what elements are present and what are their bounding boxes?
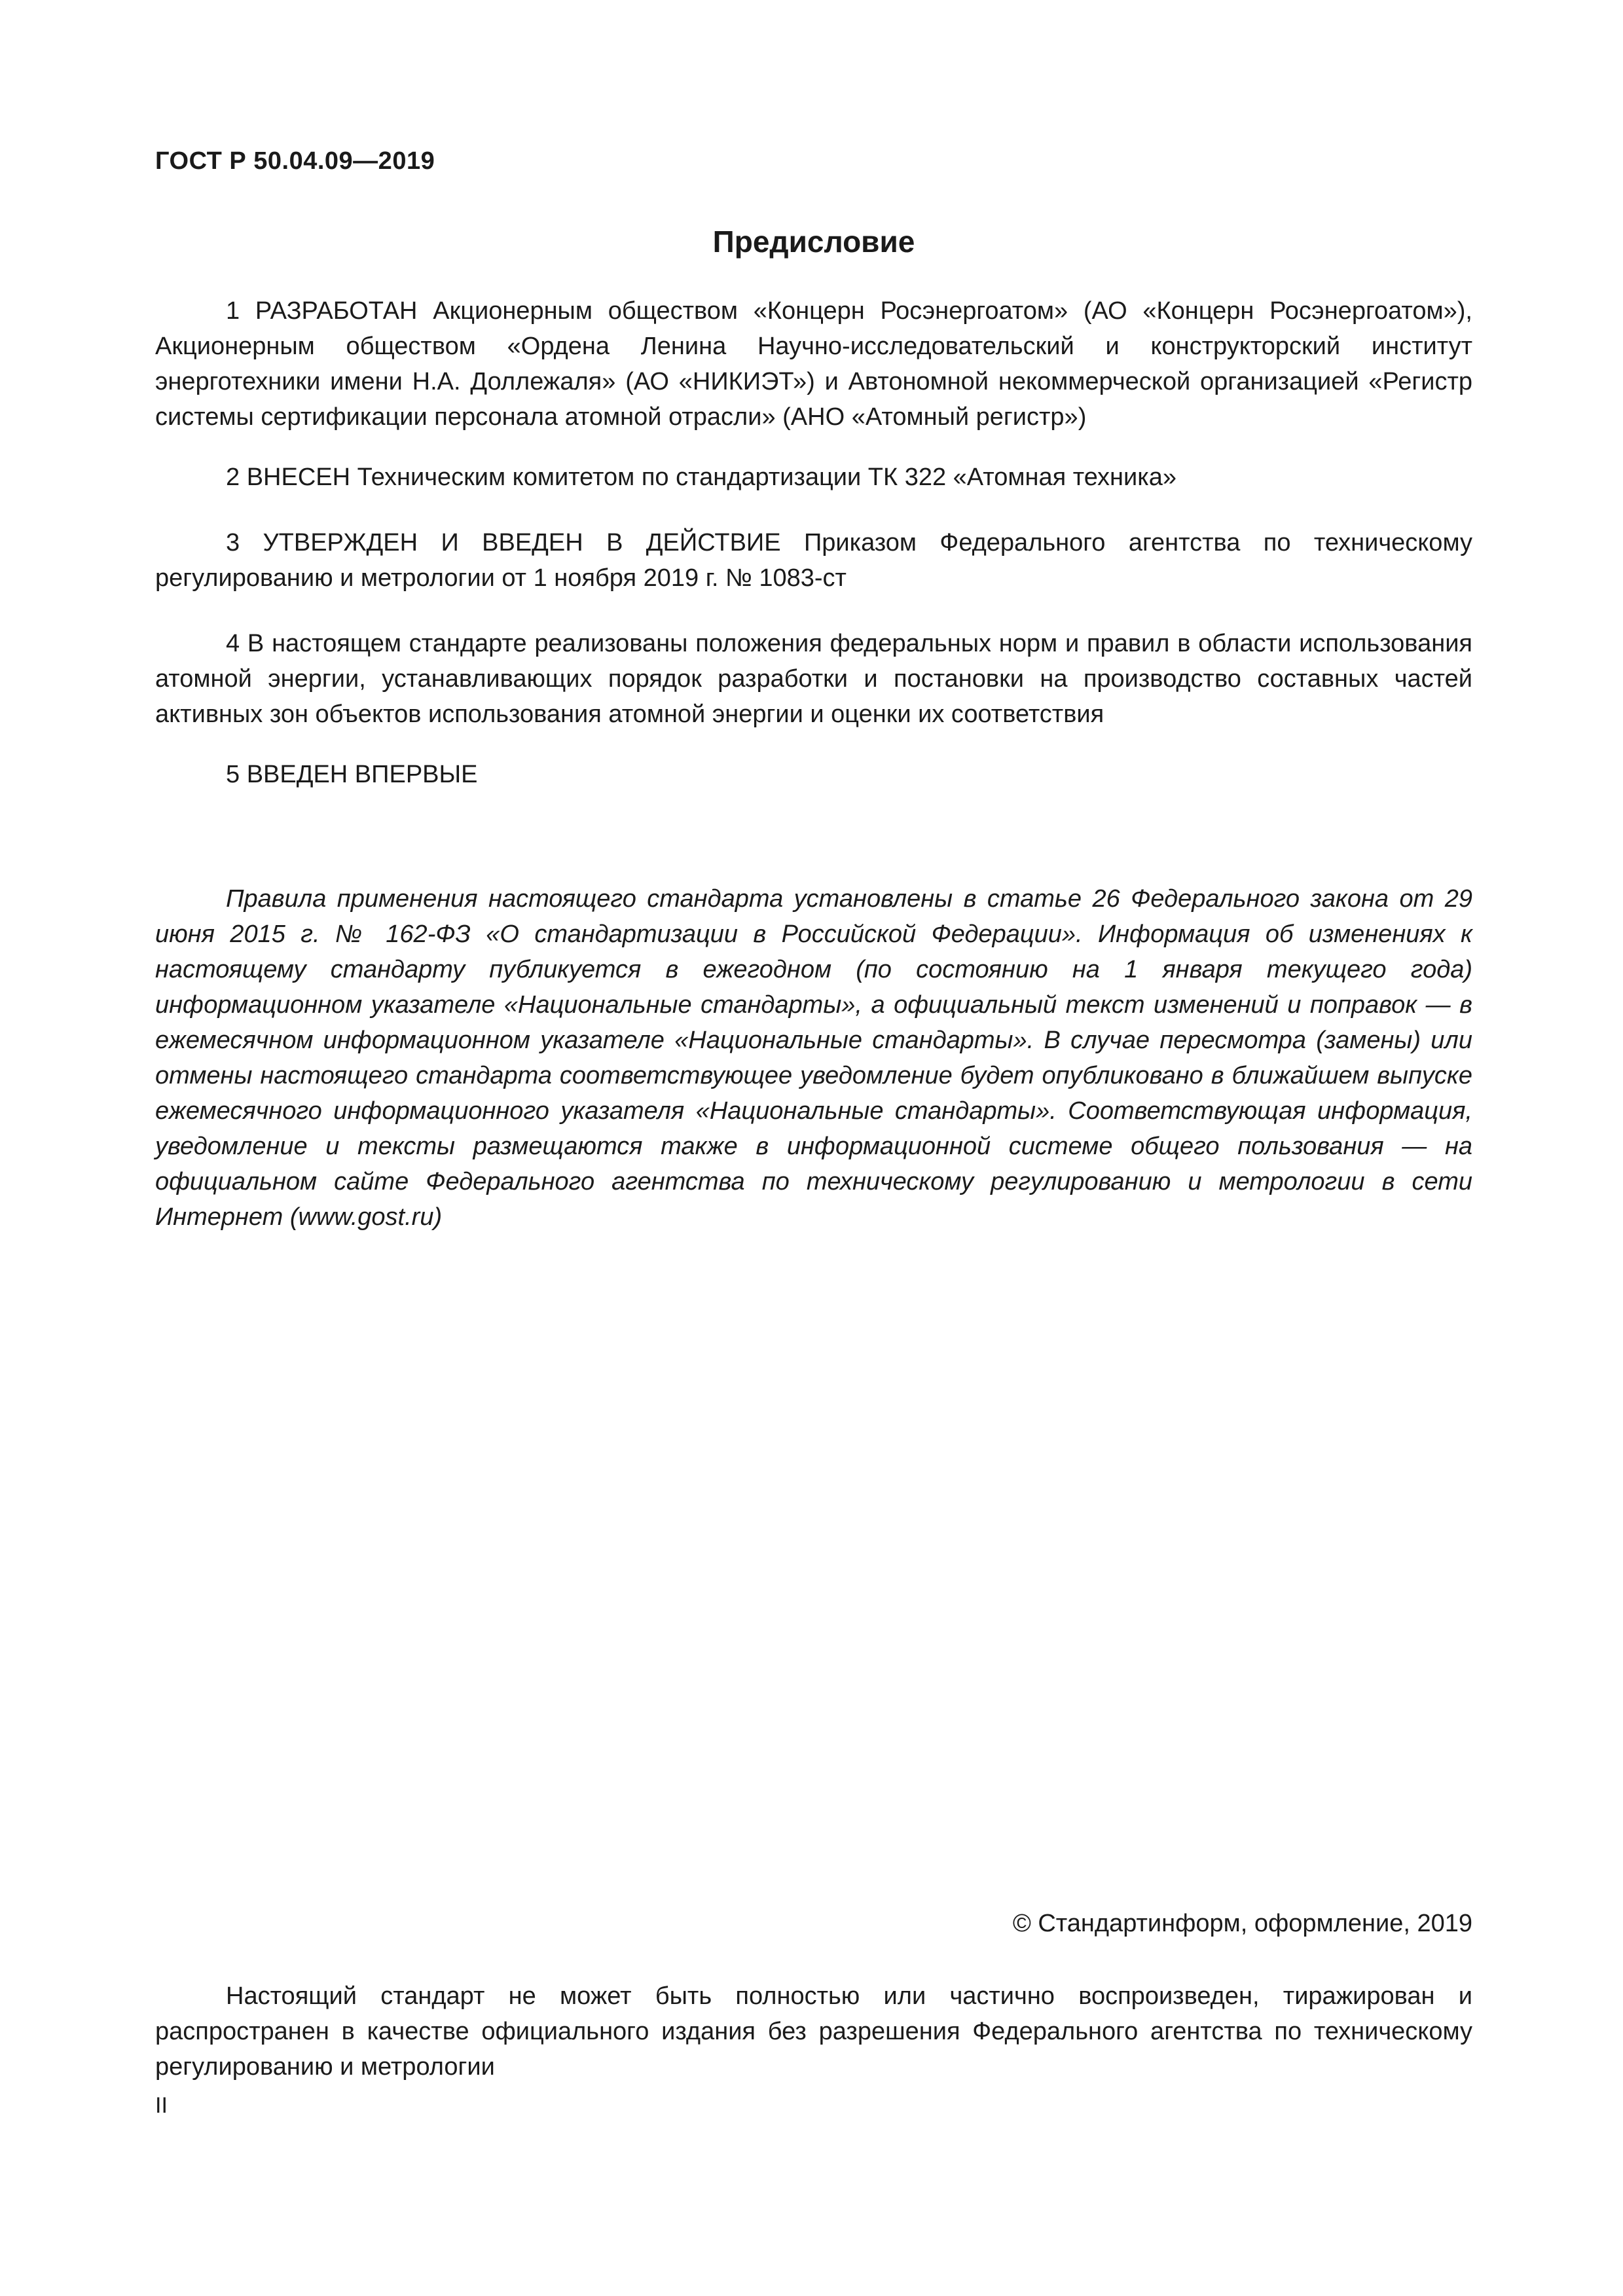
foreword-item-2 <box>155 460 1472 495</box>
foreword-item-5 <box>155 757 1472 792</box>
foreword-item-text: 5 ВВЕДЕН ВПЕРВЫЕ <box>226 761 478 788</box>
copyright-line: © Стандартинформ, оформление, 2019 <box>1012 1910 1472 1937</box>
foreword-item-3 <box>155 525 1472 596</box>
foreword-item-4 <box>155 626 1472 732</box>
foreword-item-1 <box>155 293 1472 435</box>
foreword-item-text: 1 РАЗРАБОТАН Акционерным обществом «Концерн Росэнергоатом» (АО «Концерн Росэнергоатом»), Акционерным обществом «Ордена Ленина Научно-исследовательский и конструкторский институт энерготехники имени Н.А. Доллежаля» (АО «НИКИЭТ») и Автономной некоммерческой организацией «Регистр системы сертификации персонала атомной отрасли» (АНО «Атомный регистр») <box>155 297 1472 431</box>
reproduction-rights-notice <box>155 1978 1472 2085</box>
foreword-item-text: 2 ВНЕСЕН Техническим комитетом по стандартизации ТК 322 «Атомная техника» <box>226 464 1176 491</box>
page-number: II <box>155 2093 168 2118</box>
rights-text: Настоящий стандарт не может быть полностью или частично воспроизведен, тиражирован и распространен в качестве официального издания без разрешения Федерального агентства по техническому регулированию и метрологии <box>155 1982 1472 2081</box>
page-title: Предисловие <box>712 225 915 259</box>
notice-text: Правила применения настоящего стандарта установлены в статье 26 Федерального закона от 29 июня 2015 г. № 162-ФЗ «О стандартизации в Российской Федерации». Информация об изменениях к настоящему стандарту публикуется в ежегодном (по состоянию на 1 января текущего года) информационном указателе «Национальные стандарты», а официальный текст изменений и поправок — в ежемесячном информационном указателе «Национальные стандарты». В случае пересмотра (замены) или отмены настоящего стандарта соответствующее уведомление будет опубликовано в ближайшем выпуске ежемесячного информационного указателя «Национальные стандарты». Соответствующая информация, уведомление и тексты размещаются также в информационной системе общего пользования — на официальном сайте Федерального агентства по техническому регулированию и метрологии в сети Интернет (www.gost.ru) <box>155 885 1472 1231</box>
application-rules-notice <box>155 881 1472 1235</box>
document-code: ГОСТ Р 50.04.09—2019 <box>155 147 435 175</box>
foreword-item-text: 3 УТВЕРЖДЕН И ВВЕДЕН В ДЕЙСТВИЕ Приказом Федерального агентства по техническому регулированию и метрологии от 1 ноября 2019 г. № 1083-ст <box>155 529 1472 592</box>
foreword-item-text: 4 В настоящем стандарте реализованы положения федеральных норм и правил в области использования атомной энергии, устанавливающих порядок разработки и постановки на производство составных частей активных зон объектов использования атомной энергии и оценки их соответствия <box>155 630 1472 728</box>
